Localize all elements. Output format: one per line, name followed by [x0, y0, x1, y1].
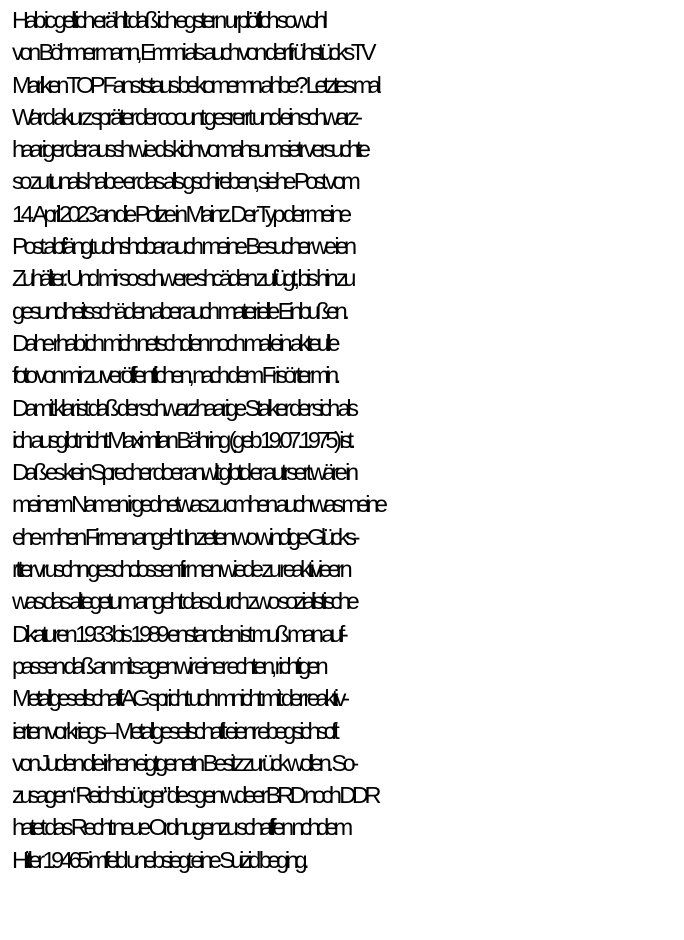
text-line: Daß es kein Sprecher doer anwlt gibtd er autrsert wäre in — [12, 459, 355, 486]
text-line: Hitler 19465 imfeld unebsiegt eine Suizid beging. — [12, 846, 306, 873]
text-line: Post abfängt udnshcibar auch meine Besucher we ien — [12, 233, 353, 260]
text-line: gesundheitsschäden aber auch materielle Einbußen. — [12, 297, 346, 324]
document-body — [12, 4, 680, 876]
text-line: ierten vorkriegs – Metallgesellschaft eienr ebegsichscft — [12, 717, 336, 744]
text-line: Dahe rhab ich mich netschdien noch mal ein akteulle — [12, 329, 337, 356]
text-line: passen daß an mit sagen wir einer echten, richtigen — [12, 652, 325, 679]
text-line: Hab ic geltich erählt daß ich egstern urplötlich sowohl — [12, 7, 324, 33]
text-line: Marlken TOP Fans tstaus bekomemn ahbe? Letztes mal — [12, 71, 378, 98]
text-line: hatet das Recht neue Ordnugenzu schaffen nchdem — [12, 814, 349, 841]
text-line: meinem Namen irgednetwas zu cmhen auch was meine — [12, 491, 384, 518]
text-line: haariger der aussh wie ds kidn vomahsumsietr versuchte — [12, 136, 367, 163]
text-line: ehe-mhen Firmen angeht. In zeten wo windige Glücks- — [12, 523, 357, 550]
text-line: Dikaturen 1933 bis 1989 enstanden ist muß man auf- — [12, 620, 345, 647]
text-line: 14. April 2023 an die Polize in Mainz. Der Typ der meine — [12, 200, 348, 227]
text-line: War d akurz spräter der coount gesrerrt und ein schwarz- — [12, 103, 359, 130]
text-line: Metallgesellschaft AG spricht udn mnicht mit der reaktiv- — [12, 685, 346, 712]
text-line: foto von mir zu veröffentlichen, nach dem Frisörtermin. — [12, 362, 337, 389]
text-line: was das altegetum angeht das durch zwo sozialistische — [12, 588, 356, 615]
text-line: ich ausgibt nicht Maximilian Bähring (geb 19.07.1975) ist. — [12, 426, 352, 453]
text-line: Damit klar ist daß der schwarzhaarige Stalker der sich als — [12, 394, 355, 421]
text-line: so zu tunals habe er das alls gschireben, siehe Post vom — [12, 168, 357, 195]
text-line: Zuhälter. Und mir so schwere shcäden zufügt, bis hin zu — [12, 265, 353, 292]
text-line: zusagen “Reichsbürger”die sgen wdeer BRD noch DDR — [12, 782, 378, 809]
text-line: von Juden die irhen eigtgenetn Besitz zurück wollen. So- — [12, 749, 355, 776]
text-line: von Böhmermann, Emmi als auch von der frühstücksTV — [12, 39, 373, 66]
text-line: rtter vruschn geschclossen firmen wiede zu reaktivieern — [12, 556, 349, 583]
